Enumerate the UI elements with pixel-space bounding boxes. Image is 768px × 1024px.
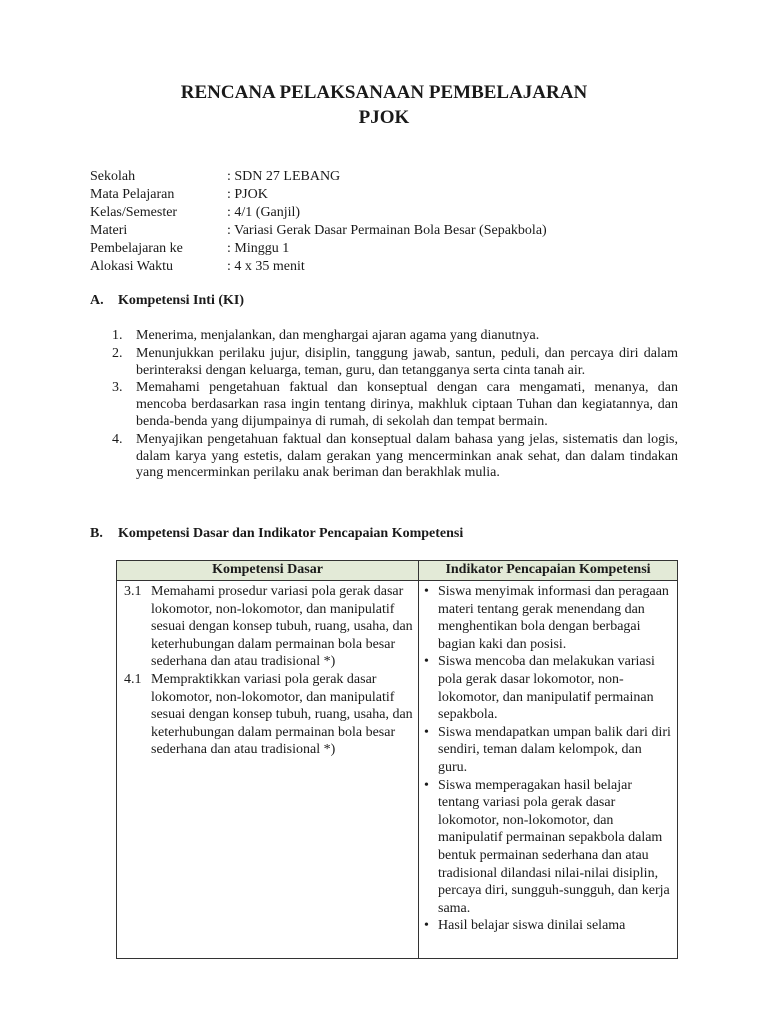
table-header: [117, 561, 677, 581]
info-value: : PJOK: [227, 187, 268, 202]
competency-table: [116, 560, 678, 959]
list-number: 4.: [112, 431, 123, 447]
info-label: Sekolah: [90, 169, 136, 184]
table-row: [117, 581, 677, 959]
list-number: 3.: [112, 380, 123, 396]
header-kompetensi-dasar: Kompetensi Dasar: [117, 561, 419, 580]
indicator-text: Siswa memperagakan hasil belajar tentang variasi pola gerak dasar lokomotor, non-lokomotor, dan manipulatif permainan sepakbola dalam bentuk permainan sederhana dan atau tradisional dilandasi nilai-nilai disiplin, percaya diri, sungguh-sungguh, dan kerja sama.: [438, 777, 670, 916]
info-label: Pembelajaran ke: [90, 241, 183, 256]
section-letter: B.: [90, 526, 103, 541]
kd-number: 4.1: [124, 671, 142, 687]
info-label: Mata Pelajaran: [90, 187, 175, 202]
info-value: : 4/1 (Ganjil): [227, 205, 301, 220]
header-indikator: Indikator Pencapaian Kompetensi: [445, 562, 651, 577]
list-number: 1.: [112, 328, 123, 343]
info-row-lesson: [90, 240, 547, 258]
section-letter: A.: [90, 293, 104, 308]
ki-list: [112, 328, 678, 483]
list-item: [112, 380, 678, 430]
kd-text: Memahami prosedur variasi pola gerak dasar lokomotor, non-lokomotor, dan manipulatif sesuai dengan konsep tubuh, ruang, usaha, dan keterhubungan dalam permainan bola besar sederhana dan atau tradisional *): [151, 584, 413, 670]
indicator-text: Siswa mendapatkan umpan balik dari diri sendiri, teman dalam kelompok, dan guru.: [438, 724, 671, 775]
list-text: Menyajikan pengetahuan faktual dan konseptual dalam bahasa yang jelas, sistematis dan logis, dalam karya yang estetis, dalam gerakan yang mencerminkan anak sehat, dan dalam tindakan yang mencerminkan perilaku anak beriman dan berakhlak mulia.: [136, 431, 678, 481]
indicator-item: [424, 583, 671, 653]
bullet-icon: •: [424, 918, 429, 934]
info-label: Materi: [90, 223, 128, 238]
list-item: [112, 432, 678, 482]
indicator-item: [424, 777, 671, 918]
indicator-text: Siswa menyimak informasi dan peragaan materi tentang gerak menendang dan menghentikan bola dengan berbagai bagian kaki dan posisi.: [438, 584, 669, 652]
info-row-class: [90, 204, 547, 222]
kd-text: Mempraktikkan variasi pola gerak dasar lokomotor, non-lokomotor, dan manipulatif sesuai dengan konsep tubuh, ruang, usaha, dan keterhubungan dalam permainan bola besar sederhana dan atau tradisional *): [151, 671, 413, 758]
bullet-icon: •: [424, 777, 429, 793]
bullet-icon: •: [424, 654, 429, 670]
list-item: [112, 346, 678, 380]
info-label: Alokasi Waktu: [90, 259, 173, 274]
info-row-subject: [90, 186, 547, 204]
bullet-icon: •: [424, 584, 429, 599]
indicator-cell: [419, 581, 677, 959]
section-title: Kompetensi Dasar dan Indikator Pencapaian Kompetensi: [118, 526, 464, 541]
indicator-item: [424, 724, 671, 777]
indicator-text: Hasil belajar siswa dinilai selama: [438, 918, 626, 934]
kd-cell: [117, 581, 419, 959]
info-value: : Variasi Gerak Dasar Permainan Bola Besar (Sepakbola): [227, 223, 547, 238]
info-row-material: [90, 222, 547, 240]
indicator-item: [424, 917, 671, 935]
section-b-heading: [90, 526, 463, 542]
list-item: [112, 328, 678, 345]
info-row-school: [90, 168, 547, 186]
identity-block: [90, 168, 547, 276]
list-text: Menerima, menjalankan, dan menghargai ajaran agama yang dianutnya.: [136, 328, 540, 343]
section-title: Kompetensi Inti (KI): [118, 293, 244, 308]
list-text: Menunjukkan perilaku jujur, disiplin, tanggung jawab, santun, peduli, dan percaya diri dalam berinteraksi dengan keluarga, teman, guru, dan tetangganya serta cinta tanah air.: [136, 345, 678, 378]
kd-number: 3.1: [124, 584, 142, 599]
info-value: : 4 x 35 menit: [227, 259, 305, 274]
document-title-line1: RENCANA PELAKSANAAN PEMBELAJARAN: [180, 82, 588, 103]
kd-item: [124, 671, 414, 759]
section-a-heading: [90, 293, 244, 309]
list-number: 2.: [112, 345, 123, 361]
document-title-line2: PJOK: [358, 107, 410, 128]
list-text: Memahami pengetahuan faktual dan konseptual dengan cara mengamati, menanya, dan mencoba berdasarkan rasa ingin tentang dirinya, makhluk ciptaan Tuhan dan kegiatannya, dan benda-benda yang dijumpainya di rumah, di sekolah dan tempat bermain.: [136, 380, 678, 429]
indicator-item: [424, 653, 671, 723]
kd-item: [124, 583, 414, 671]
info-value: : SDN 27 LEBANG: [227, 169, 341, 184]
bullet-icon: •: [424, 724, 429, 740]
info-label: Kelas/Semester: [90, 205, 178, 220]
indicator-text: Siswa mencoba dan melakukan variasi pola gerak dasar lokomotor, non-lokomotor, dan manipulatif permainan sepakbola.: [438, 654, 655, 723]
info-value: : Minggu 1: [227, 241, 290, 256]
info-row-time: [90, 258, 547, 276]
